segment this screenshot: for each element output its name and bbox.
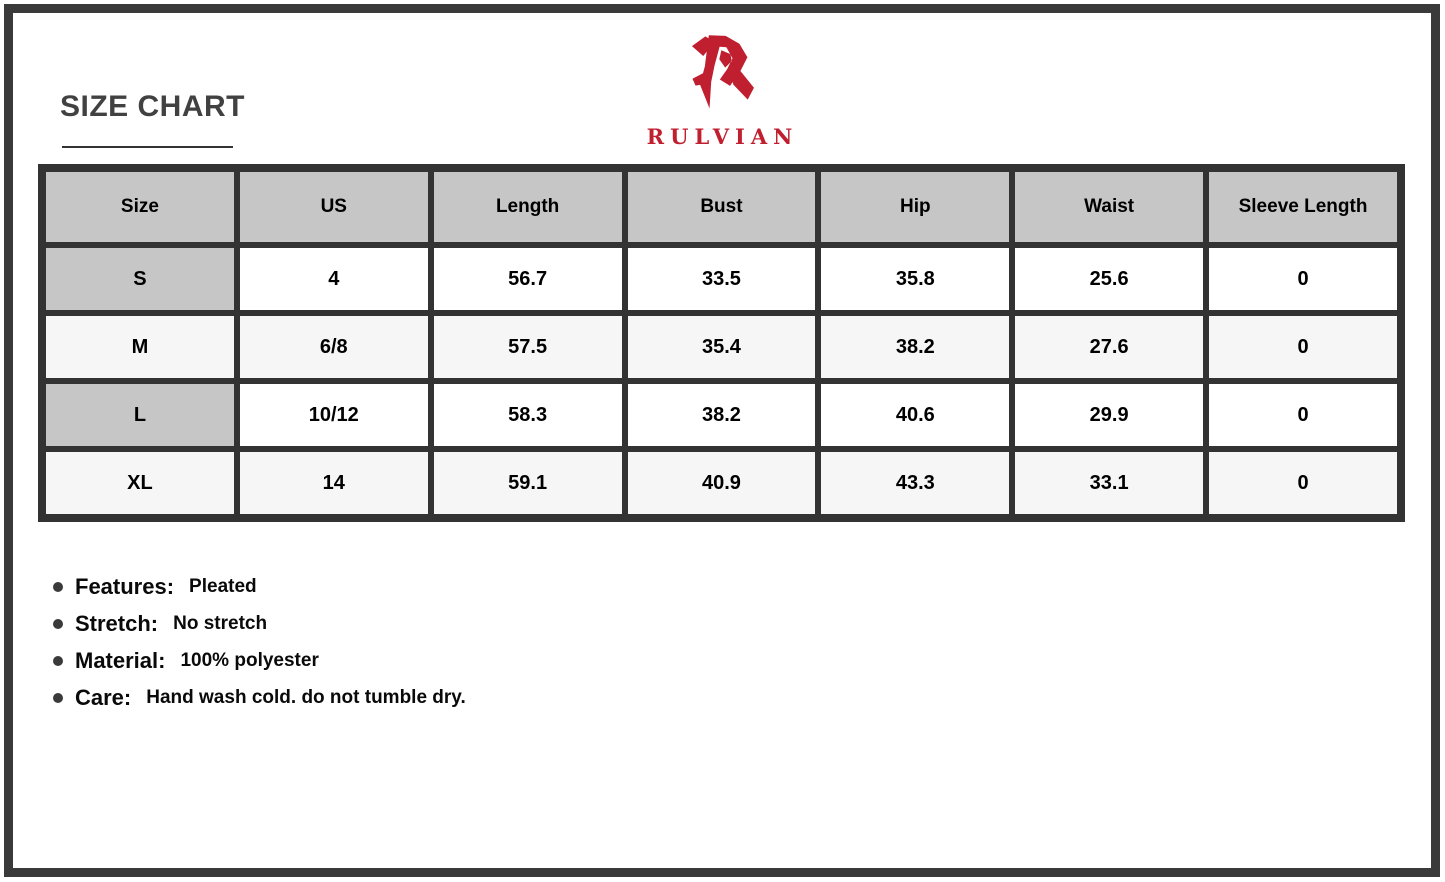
value-cell: 10/12 xyxy=(240,384,428,446)
table-row xyxy=(46,384,1397,446)
value-cell: 35.8 xyxy=(821,248,1009,310)
size-cell: S xyxy=(46,248,234,310)
detail-value: No stretch xyxy=(173,613,268,634)
page-title: SIZE CHART xyxy=(60,90,245,123)
table-row xyxy=(46,452,1397,514)
column-header: Size xyxy=(46,172,234,242)
detail-value: Hand wash cold. do not tumble dry. xyxy=(146,687,466,708)
value-cell: 29.9 xyxy=(1015,384,1203,446)
value-cell: 40.9 xyxy=(628,452,816,514)
value-cell: 43.3 xyxy=(821,452,1009,514)
bullet-icon xyxy=(53,693,63,703)
bullet-icon xyxy=(53,582,63,592)
column-header: Sleeve Length xyxy=(1209,172,1397,242)
detail-label: Material: xyxy=(75,648,166,673)
value-cell: 58.3 xyxy=(434,384,622,446)
detail-item xyxy=(53,648,466,673)
value-cell: 38.2 xyxy=(628,384,816,446)
column-header: Length xyxy=(434,172,622,242)
value-cell: 33.5 xyxy=(628,248,816,310)
detail-item xyxy=(53,685,466,710)
value-cell: 25.6 xyxy=(1015,248,1203,310)
bullet-icon xyxy=(53,656,63,666)
value-cell: 57.5 xyxy=(434,316,622,378)
size-cell: M xyxy=(46,316,234,378)
value-cell: 27.6 xyxy=(1015,316,1203,378)
brand-name: RULVIAN xyxy=(646,124,799,149)
bullet-icon xyxy=(53,619,63,629)
brand-logo xyxy=(0,30,1445,147)
value-cell: 40.6 xyxy=(821,384,1009,446)
detail-item xyxy=(53,611,466,636)
value-cell: 0 xyxy=(1209,452,1397,514)
column-header: US xyxy=(240,172,428,242)
table-body xyxy=(46,248,1397,514)
column-header: Waist xyxy=(1015,172,1203,242)
value-cell: 4 xyxy=(240,248,428,310)
value-cell: 35.4 xyxy=(628,316,816,378)
value-cell: 59.1 xyxy=(434,452,622,514)
details-list xyxy=(53,574,466,722)
detail-value: Pleated xyxy=(189,576,257,597)
value-cell: 56.7 xyxy=(434,248,622,310)
detail-item xyxy=(53,574,466,599)
column-header: Hip xyxy=(821,172,1009,242)
detail-label: Care: xyxy=(75,685,132,710)
size-cell: L xyxy=(46,384,234,446)
column-header: Bust xyxy=(628,172,816,242)
header-row xyxy=(46,172,1397,242)
size-chart-table xyxy=(40,166,1403,520)
value-cell: 6/8 xyxy=(240,316,428,378)
table-row xyxy=(46,248,1397,310)
detail-label: Stretch: xyxy=(75,611,159,636)
value-cell: 33.1 xyxy=(1015,452,1203,514)
size-cell: XL xyxy=(46,452,234,514)
value-cell: 0 xyxy=(1209,248,1397,310)
value-cell: 0 xyxy=(1209,316,1397,378)
rulvian-r-logo-icon xyxy=(679,30,767,122)
value-cell: 38.2 xyxy=(821,316,1009,378)
detail-label: Features: xyxy=(75,574,175,599)
value-cell: 14 xyxy=(240,452,428,514)
detail-value: 100% polyester xyxy=(180,650,319,671)
value-cell: 0 xyxy=(1209,384,1397,446)
table-row xyxy=(46,316,1397,378)
size-chart-table-wrap xyxy=(38,164,1405,522)
